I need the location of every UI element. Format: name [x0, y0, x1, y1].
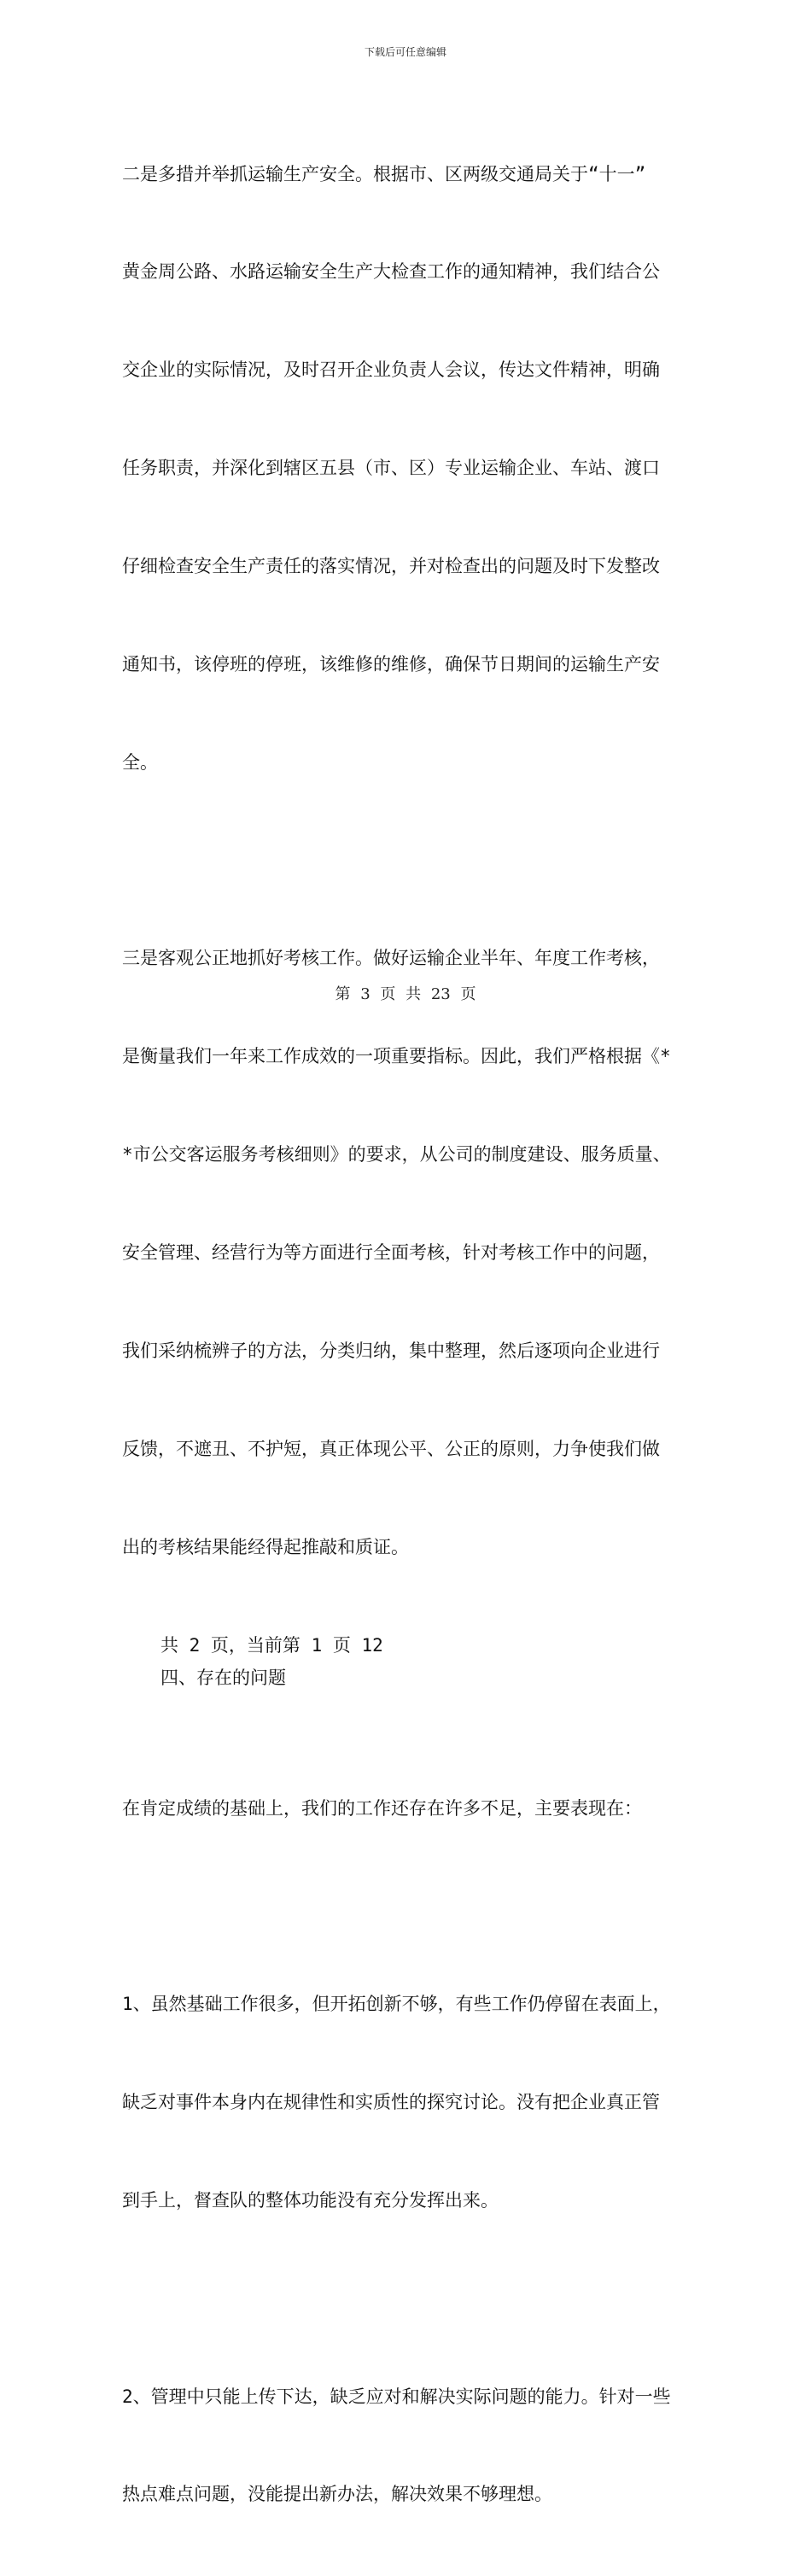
page-header: 下载后可任意编辑: [364, 46, 446, 58]
text-line: 二是多措并举抓运输生产安全。根据市、区两级交通局关于“十一”: [122, 163, 646, 184]
text-line: 交企业的实际情况，及时召开企业负责人会议，传达文件精神，明确: [122, 359, 660, 381]
paragraph-issue-1: [122, 1923, 703, 2282]
text-line: 缺乏对事件本身内在规律性和实质性的探究讨论。没有把企业真正管: [122, 2092, 660, 2113]
page-count-note: 共 2 页，当前第 1 页 12: [160, 1634, 383, 1656]
text-line: 安全管理、经营行为等方面进行全面考核，针对考核工作中的问题，: [122, 1242, 660, 1264]
text-line: 通知书，该停班的停班，该维修的维修，确保节日期间的运输生产安: [122, 654, 660, 675]
text-line: 仔细检查安全生产责任的落实情况，并对检查出的问题及时下发整改: [122, 556, 660, 577]
paragraph-spacer: [122, 2282, 703, 2315]
paragraph-spacer: [122, 1890, 703, 1923]
text-line: *市公交客运服务考核细则》的要求，从公司的制度建设、服务质量、: [122, 1144, 671, 1165]
paragraph-transport-safety: [122, 92, 703, 844]
text-line: 是衡量我们一年来工作成效的一项重要指标。因此，我们严格根据《*: [122, 1046, 671, 1067]
section-heading: 四、存在的问题: [160, 1667, 286, 1688]
paragraph-issue-2: [122, 2315, 703, 2576]
paragraph-spacer: [122, 1694, 703, 1726]
document-body: [122, 92, 703, 2576]
text-line: 反馈，不遮丑、不护短，真正体现公平、公正的原则，力争使我们做: [122, 1438, 660, 1459]
page-footer: 第 3 页 共 23 页: [335, 985, 476, 1003]
paragraph-spacer: [122, 844, 703, 877]
text-line: 三是客观公正地抓好考核工作。做好运输企业半年、年度工作考核，: [122, 948, 660, 969]
text-line: 黄金周公路、水路运输安全生产大检查工作的通知精神，我们结合公: [122, 261, 660, 283]
paragraph-shortcomings-intro: [122, 1726, 703, 1890]
text-line: 热点难点问题，没能提出新办法，解决效果不够理想。: [122, 2484, 552, 2505]
text-line: 我们采纳梳辨子的方法，分类归纳，集中整理，然后逐项向企业进行: [122, 1340, 660, 1361]
text-line: 任务职责，并深化到辖区五县（市、区）专业运输企业、车站、渡口: [122, 458, 660, 479]
text-line: 1、虽然基础工作很多，但开拓创新不够，有些工作仍停留在表面上，: [122, 1994, 671, 2015]
text-line: 在肯定成绩的基础上，我们的工作还存在许多不足，主要表现在：: [122, 1797, 642, 1819]
text-line: 全。: [122, 751, 158, 773]
text-line: 到手上，督查队的整体功能没有充分发挥出来。: [122, 2190, 499, 2211]
text-line: 出的考核结果能经得起推敲和质证。: [122, 1536, 409, 1557]
text-line: 2、管理中只能上传下达，缺乏应对和解决实际问题的能力。针对一些: [122, 2386, 671, 2407]
